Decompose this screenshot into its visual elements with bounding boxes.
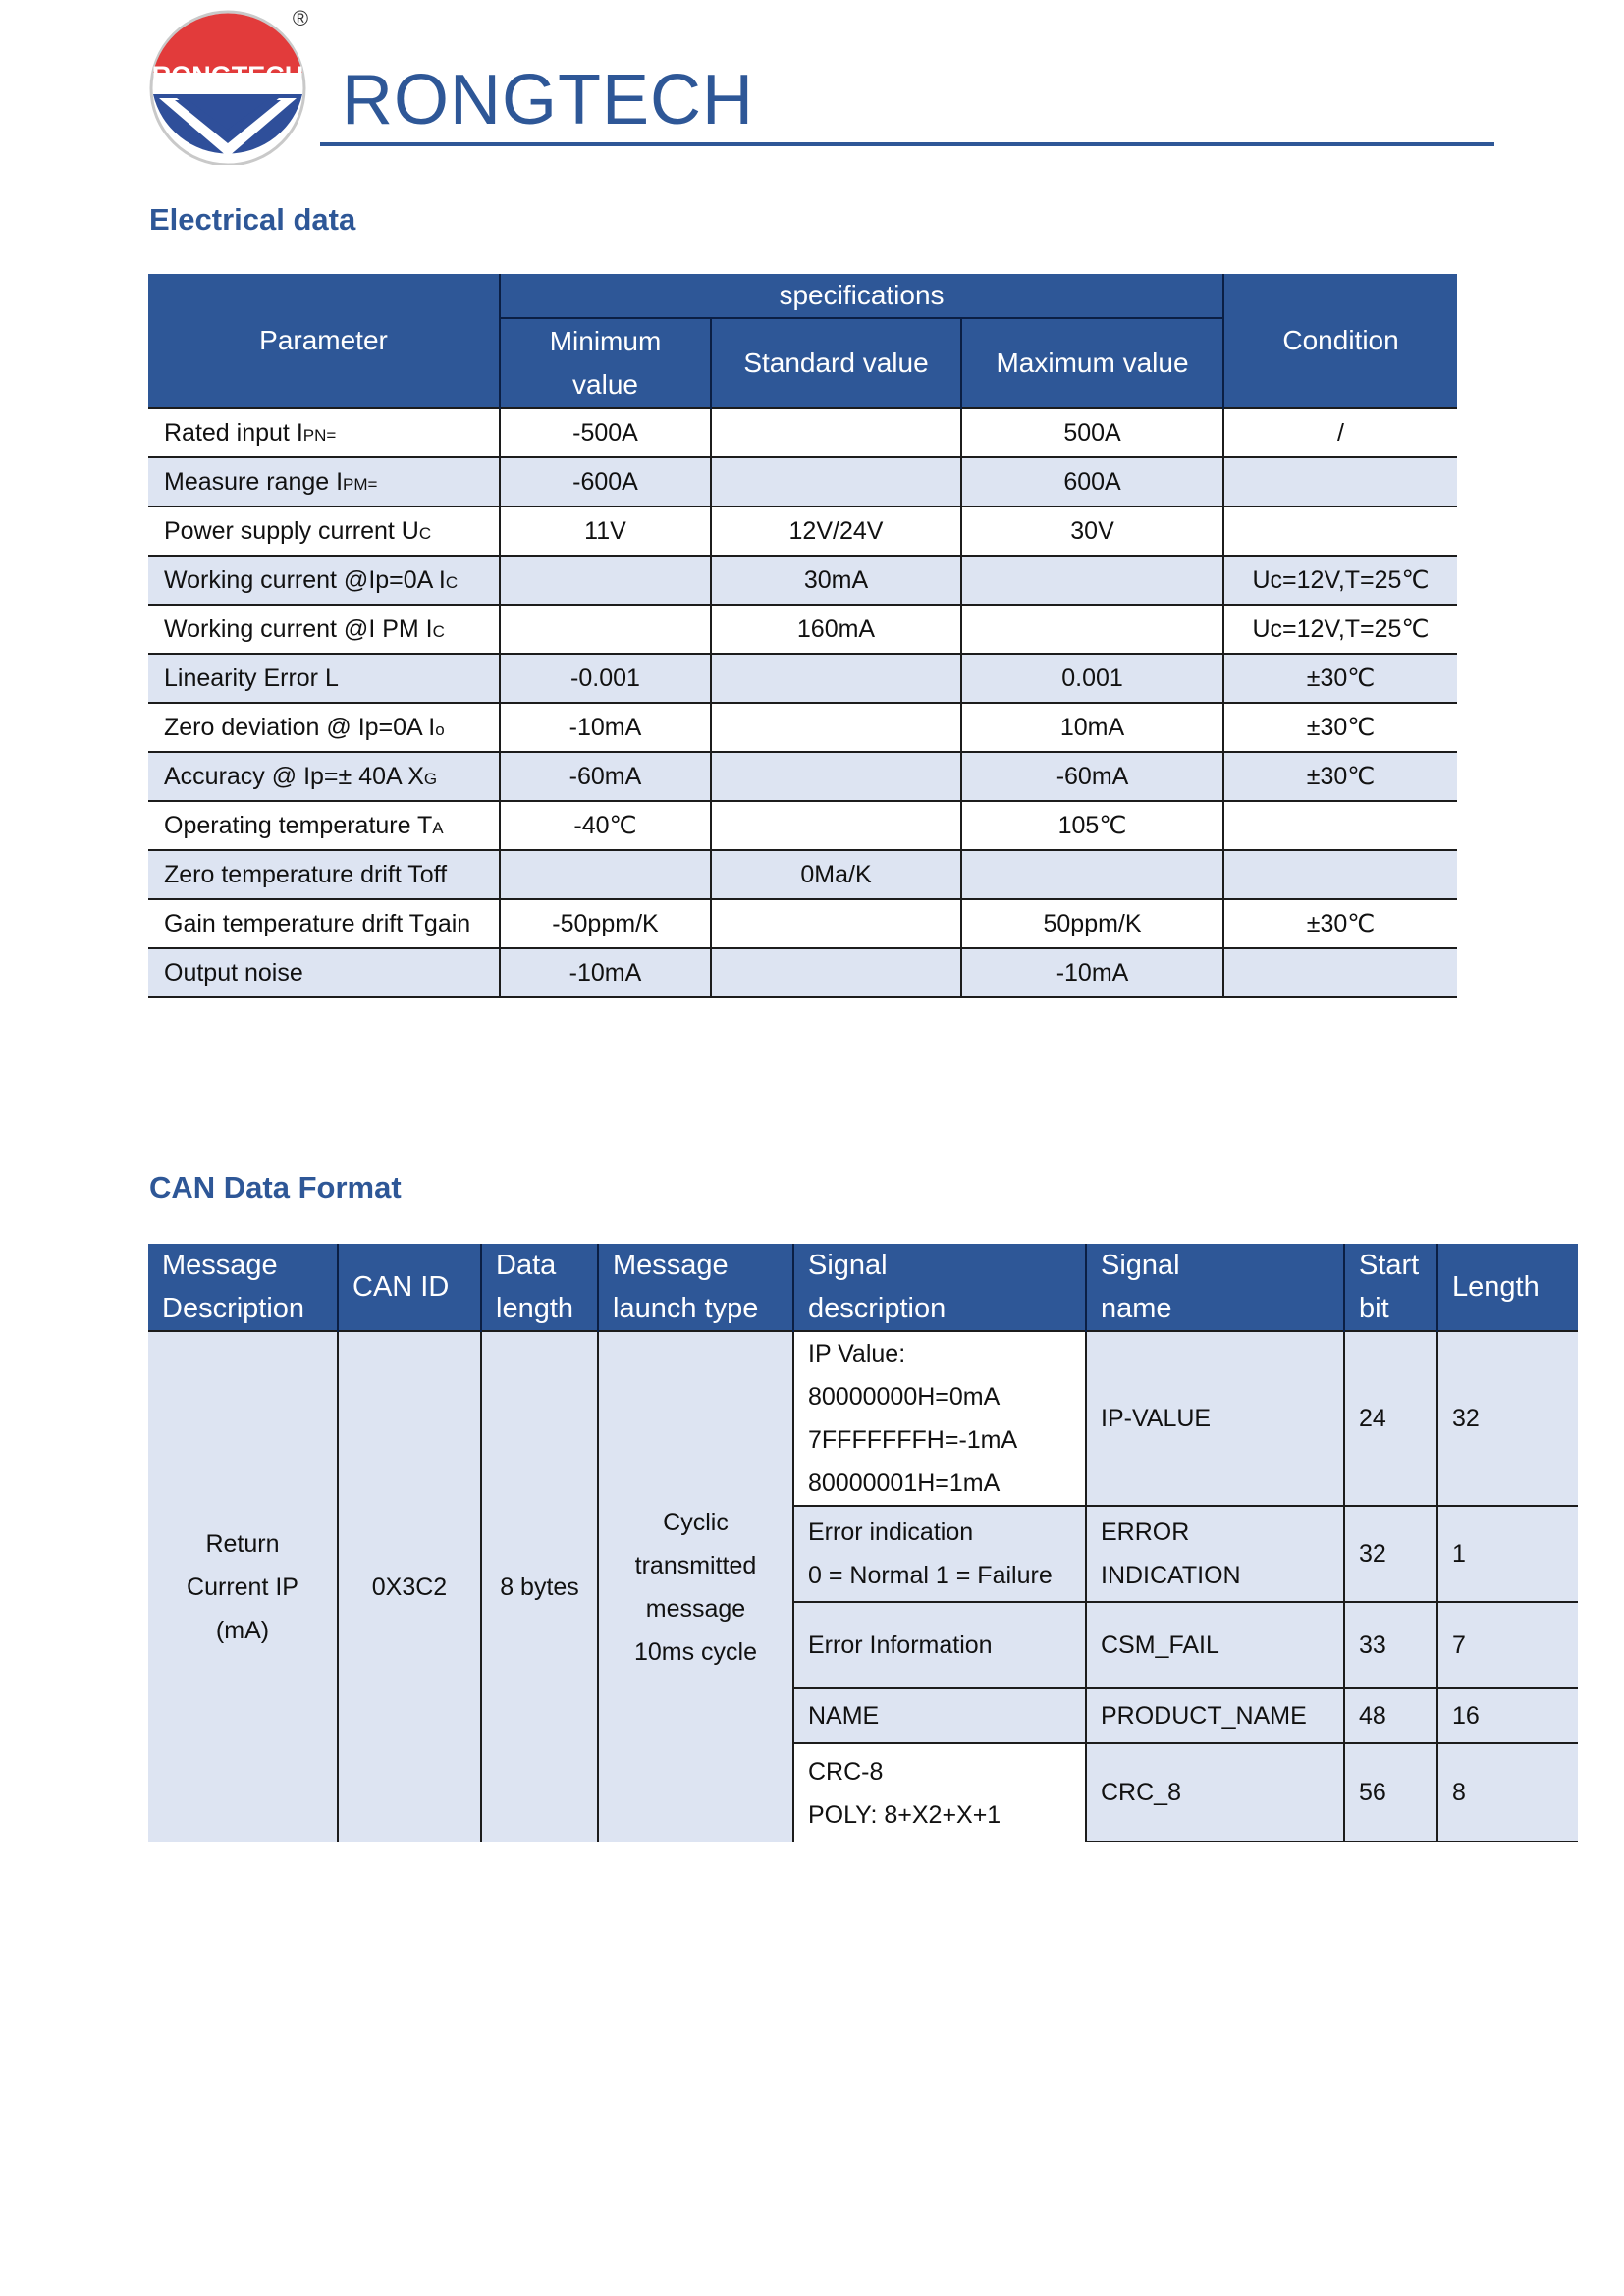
condition-cell: Uc=12V,T=25℃ [1223, 605, 1457, 654]
electrical-data-title: Electrical data [149, 202, 356, 237]
maximum-cell [961, 605, 1223, 654]
minimum-cell: 11V [500, 507, 711, 556]
can-id-cell: 0X3C2 [338, 1331, 481, 1842]
signal-name-cell: CRC_8 [1086, 1743, 1344, 1842]
condition-cell [1223, 850, 1457, 899]
standard-cell [711, 703, 961, 752]
minimum-cell: -10mA [500, 948, 711, 997]
header-condition: Condition [1223, 274, 1457, 408]
signal-description-cell: CRC-8 POLY: 8+X2+X+1 [793, 1743, 1086, 1842]
length-cell: 16 [1437, 1688, 1578, 1743]
parameter-cell: Measure range IPM= [148, 457, 500, 507]
condition-cell [1223, 457, 1457, 507]
parameter-cell: Working current @I PM IC [148, 605, 500, 654]
length-cell: 1 [1437, 1506, 1578, 1602]
header-minimum: Minimum value [500, 318, 711, 408]
condition-cell: ±30℃ [1223, 752, 1457, 801]
start-bit-cell: 32 [1344, 1506, 1437, 1602]
signal-description-cell: Error indication 0 = Normal 1 = Failure [793, 1506, 1086, 1602]
electrical-row [148, 556, 1457, 605]
header-start-bit: Start bit [1344, 1244, 1437, 1331]
parameter-cell: Output noise [148, 948, 500, 997]
parameter-cell: Linearity Error L [148, 654, 500, 703]
electrical-row [148, 703, 1457, 752]
registered-mark: ® [292, 6, 309, 30]
standard-cell [711, 948, 961, 997]
electrical-data-table [148, 274, 1457, 998]
maximum-cell: -60mA [961, 752, 1223, 801]
standard-cell [711, 752, 961, 801]
length-cell: 8 [1437, 1743, 1578, 1842]
header-length: Length [1437, 1244, 1578, 1331]
standard-cell [711, 801, 961, 850]
parameter-cell: Gain temperature drift Tgain [148, 899, 500, 948]
start-bit-cell: 56 [1344, 1743, 1437, 1842]
parameter-cell: Zero temperature drift Toff [148, 850, 500, 899]
electrical-row [148, 752, 1457, 801]
standard-cell [711, 457, 961, 507]
header-signal-name: Signal name [1086, 1244, 1344, 1331]
electrical-row [148, 948, 1457, 997]
minimum-cell [500, 605, 711, 654]
start-bit-cell: 33 [1344, 1602, 1437, 1688]
message-description-cell: Return Current IP (mA) [148, 1331, 338, 1842]
header-parameter: Parameter [148, 274, 500, 408]
signal-name-cell: ERROR INDICATION [1086, 1506, 1344, 1602]
rongtech-logo [145, 4, 310, 165]
electrical-row [148, 605, 1457, 654]
maximum-cell: 30V [961, 507, 1223, 556]
maximum-cell: 10mA [961, 703, 1223, 752]
header-can-id: CAN ID [338, 1244, 481, 1331]
signal-description-cell: IP Value: 80000000H=0mA 7FFFFFFFH=-1mA 80000001H=1mA [793, 1331, 1086, 1506]
standard-cell [711, 899, 961, 948]
electrical-row [148, 899, 1457, 948]
condition-cell: ±30℃ [1223, 703, 1457, 752]
length-cell: 32 [1437, 1331, 1578, 1506]
condition-cell: ±30℃ [1223, 899, 1457, 948]
header-signal-description: Signal description [793, 1244, 1086, 1331]
condition-cell: ±30℃ [1223, 654, 1457, 703]
minimum-cell: -500A [500, 408, 711, 457]
signal-description-cell: Error Information [793, 1602, 1086, 1688]
header-maximum: Maximum value [961, 318, 1223, 408]
brand-name: RONGTECH [342, 61, 754, 139]
maximum-cell: -10mA [961, 948, 1223, 997]
electrical-row [148, 408, 1457, 457]
header-specifications: specifications [500, 274, 1223, 318]
electrical-row [148, 507, 1457, 556]
maximum-cell [961, 850, 1223, 899]
maximum-cell: 0.001 [961, 654, 1223, 703]
condition-cell [1223, 801, 1457, 850]
parameter-cell: Rated input IPN= [148, 408, 500, 457]
signal-name-cell: CSM_FAIL [1086, 1602, 1344, 1688]
signal-description-cell: NAME [793, 1688, 1086, 1743]
minimum-cell: -10mA [500, 703, 711, 752]
header-launch-type: Message launch type [598, 1244, 793, 1331]
maximum-cell: 600A [961, 457, 1223, 507]
electrical-row [148, 801, 1457, 850]
standard-cell [711, 654, 961, 703]
minimum-cell: -600A [500, 457, 711, 507]
launch-type-cell: Cyclic transmitted message 10ms cycle [598, 1331, 793, 1842]
standard-cell [711, 408, 961, 457]
condition-cell: / [1223, 408, 1457, 457]
minimum-cell: -50ppm/K [500, 899, 711, 948]
data-length-cell: 8 bytes [481, 1331, 598, 1842]
start-bit-cell: 48 [1344, 1688, 1437, 1743]
minimum-cell: -60mA [500, 752, 711, 801]
logo-text: RONGTECH [151, 61, 304, 90]
can-data-table [148, 1244, 1578, 1842]
header-standard: Standard value [711, 318, 961, 408]
length-cell: 7 [1437, 1602, 1578, 1688]
header-message-description: Message Description [148, 1244, 338, 1331]
minimum-cell: -0.001 [500, 654, 711, 703]
electrical-row [148, 850, 1457, 899]
brand-underline [320, 142, 1494, 146]
condition-cell: Uc=12V,T=25℃ [1223, 556, 1457, 605]
minimum-cell: -40℃ [500, 801, 711, 850]
parameter-cell: Working current @Ip=0A IC [148, 556, 500, 605]
maximum-cell: 50ppm/K [961, 899, 1223, 948]
signal-name-cell: IP-VALUE [1086, 1331, 1344, 1506]
condition-cell [1223, 507, 1457, 556]
maximum-cell: 105℃ [961, 801, 1223, 850]
parameter-cell: Power supply current UC [148, 507, 500, 556]
parameter-cell: Zero deviation @ Ip=0A Io [148, 703, 500, 752]
electrical-row [148, 654, 1457, 703]
minimum-cell [500, 556, 711, 605]
standard-cell: 12V/24V [711, 507, 961, 556]
can-data-title: CAN Data Format [149, 1170, 402, 1204]
minimum-cell [500, 850, 711, 899]
electrical-row [148, 457, 1457, 507]
standard-cell: 30mA [711, 556, 961, 605]
standard-cell: 0Ma/K [711, 850, 961, 899]
header-data-length: Data length [481, 1244, 598, 1331]
parameter-cell: Accuracy @ Ip=± 40A XG [148, 752, 500, 801]
maximum-cell: 500A [961, 408, 1223, 457]
condition-cell [1223, 948, 1457, 997]
maximum-cell [961, 556, 1223, 605]
standard-cell: 160mA [711, 605, 961, 654]
start-bit-cell: 24 [1344, 1331, 1437, 1506]
parameter-cell: Operating temperature TA [148, 801, 500, 850]
signal-name-cell: PRODUCT_NAME [1086, 1688, 1344, 1743]
